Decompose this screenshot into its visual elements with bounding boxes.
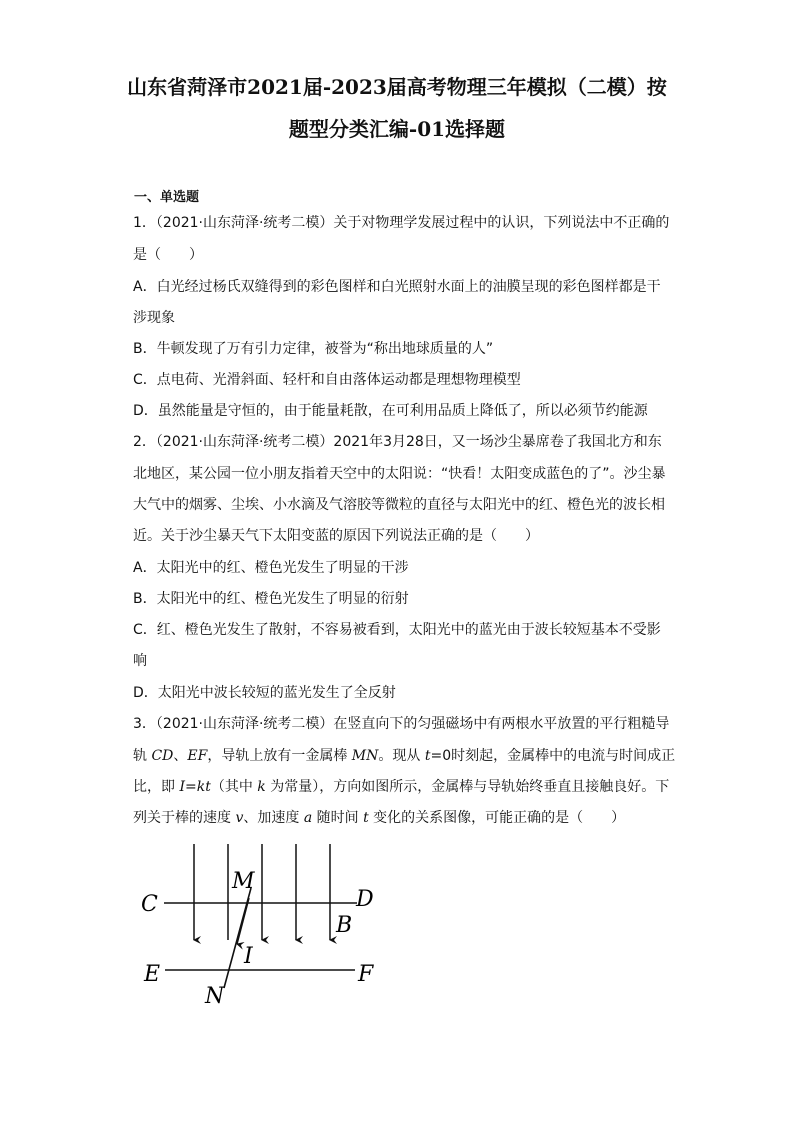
label-n: N [205, 984, 225, 1009]
q2-stem-line-3: 大气中的烟雾、尘埃、小水滴及气溶胶等微粒的直径与太阳光中的红、橙色光的波长相 [133, 497, 665, 513]
q3-var-v: v [235, 810, 244, 826]
q3-text: 变化的关系图像，可能正确的是（ ） [368, 810, 626, 826]
label-d: D [356, 887, 374, 912]
q3-text: 为常量），方向如图所示，金属棒与导轨始终垂直且接触良好。下 [265, 779, 670, 795]
q3-text: （其中 [210, 779, 258, 795]
q1-stem-line-1: 1．（2021·山东菏泽·统考二模）关于对物理学发展过程中的认识，下列说法中不正确的 [133, 215, 670, 231]
label-e: E [144, 962, 161, 987]
q3-text: 、加速度 [243, 810, 304, 826]
q1-option-b: B．牛顿发现了万有引力定律，被誉为“称出地球质量的人” [133, 341, 494, 357]
q3-var-kt: kt [196, 779, 211, 795]
q2-option-c-line-2: 响 [133, 653, 147, 669]
document-title-line-2: 题型分类汇编-01选择题 [288, 117, 506, 141]
q1-option-d: D．虽然能量是守恒的，由于能量耗散，在可利用品质上降低了，所以必须节约能源 [133, 403, 648, 419]
document-title-line-1: 山东省菏泽市2021届-2023届高考物理三年模拟（二模）按 [127, 75, 667, 99]
q3-var-i: I [179, 779, 185, 795]
current-arrow [237, 898, 249, 944]
q1-option-c: C．点电荷、光滑斜面、轻杆和自由落体运动都是理想物理模型 [133, 372, 521, 388]
q2-stem-line-1: 2．（2021·山东菏泽·统考二模）2021年3月28日，又一场沙尘暴席卷了我国北方和东 [133, 434, 662, 450]
q1-stem-line-2: 是（ ） [133, 247, 203, 263]
q3-text: 随时间 [312, 810, 364, 826]
q3-var-mn: MN [351, 748, 379, 764]
q2-option-d: D．太阳光中波长较短的蓝光发生了全反射 [133, 685, 396, 701]
q3-text: 列关于棒的速度 [133, 810, 236, 826]
q3-text: 比，即 [133, 779, 180, 795]
label-m: M [232, 869, 255, 894]
q3-var-a: a [303, 810, 313, 826]
q3-text: 、 [173, 748, 188, 764]
q1-option-a-line-2: 涉现象 [133, 310, 175, 326]
q3-var-k: k [257, 779, 266, 795]
label-b: B [336, 913, 353, 938]
q3-var-ef: EF [187, 748, 208, 764]
section-heading: 一、单选题 [134, 190, 200, 205]
q2-option-c-line-1: C．红、橙色光发生了散射，不容易被看到，太阳光中的蓝光由于波长较短基本不受影 [133, 622, 661, 638]
q2-stem-line-4: 近。关于沙尘暴天气下太阳变蓝的原因下列说法正确的是（ ） [133, 528, 539, 544]
q3-var-cd: CD [151, 748, 174, 764]
q2-option-a: A．太阳光中的红、橙色光发生了明显的干涉 [133, 560, 409, 576]
label-f: F [358, 962, 374, 987]
q3-text: =0时刻起，金属棒中的电流与时间成正 [430, 748, 676, 764]
q3-var-t: t [363, 810, 369, 826]
q2-option-b: B．太阳光中的红、橙色光发生了明显的衍射 [133, 591, 409, 607]
label-c: C [141, 892, 158, 917]
q3-text: = [184, 779, 197, 795]
q1-option-a-line-1: A．白光经过杨氏双缝得到的彩色图样和白光照射水面上的油膜呈现的彩色图样都是干 [133, 279, 661, 295]
q3-stem-line-1: 3．（2021·山东菏泽·统考二模）在竖直向下的匀强磁场中有两根水平放置的平行粗糙导 [133, 716, 670, 732]
q3-text: 轨 [133, 748, 152, 764]
q2-stem-line-2: 北地区，某公园一位小朋友指着天空中的太阳说：“快看！太阳变成蓝色的了”。沙尘暴 [133, 466, 666, 482]
q3-var-t: t [424, 748, 431, 764]
q3-text: 。现从 [378, 748, 425, 764]
q3-text: ，导轨上放有一金属棒 [207, 748, 352, 764]
label-i: I [244, 944, 253, 969]
